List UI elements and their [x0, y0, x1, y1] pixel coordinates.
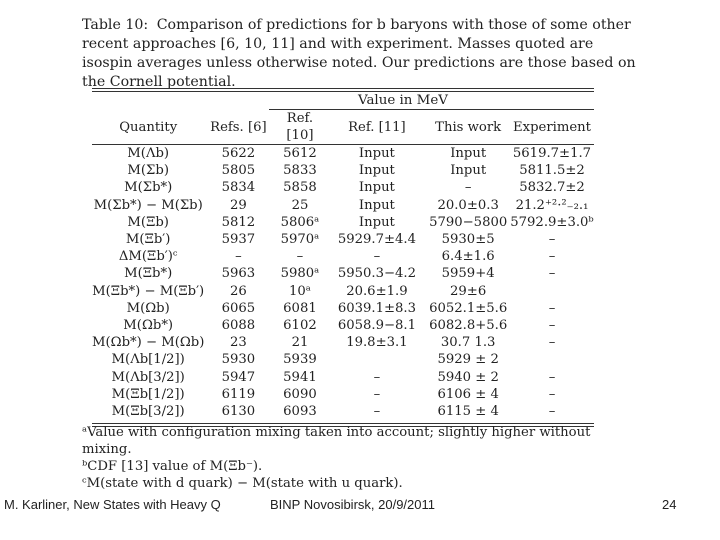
cell-refs6: 6119 — [221, 386, 256, 402]
footer-author: M. Karliner, New States with Heavy Q — [4, 497, 221, 512]
cell-this-work: – — [464, 180, 472, 196]
cell-quantity: M(Ωb) — [126, 300, 170, 316]
cell-this-work: 20.0±0.3 — [437, 197, 499, 213]
cell-refs6: 5930 — [221, 352, 256, 368]
cell-refs6: 6065 — [221, 300, 256, 316]
cell-quantity: M(Ωb*) − M(Ωb) — [92, 335, 205, 351]
cell-refs6: 6088 — [221, 318, 256, 334]
cell-quantity: M(Ξb[3/2]) — [111, 404, 185, 420]
cell-experiment: – — [548, 386, 556, 402]
table-row — [92, 403, 594, 420]
cell-ref11: Input — [358, 180, 395, 196]
cell-quantity: M(Λb) — [127, 146, 170, 161]
cell-experiment: – — [548, 300, 556, 316]
footnote-c: ᶜM(state with d quark) − M(state with u quark). — [82, 476, 403, 491]
cell-this-work: 6106 ± 4 — [437, 386, 499, 402]
table-row — [92, 334, 594, 351]
cell-this-work: 6052.1±5.6 — [429, 300, 508, 316]
table-row — [92, 162, 594, 179]
cell-experiment: – — [548, 335, 556, 351]
cell-ref10: 5833 — [283, 163, 317, 179]
cell-experiment: 5619.7±1.7 — [512, 146, 592, 161]
cell-this-work: 5930±5 — [441, 232, 495, 248]
cell-ref11: 19.8±3.1 — [346, 335, 408, 351]
header-row — [92, 110, 594, 144]
col-header-quantity: Quantity — [119, 119, 178, 135]
cell-ref10: 6090 — [283, 386, 317, 402]
cell-experiment: – — [548, 232, 556, 248]
cell-quantity: M(Σb) — [127, 163, 169, 179]
cell-ref10: 5941 — [283, 369, 317, 385]
cell-ref10: 6102 — [283, 318, 317, 334]
cell-experiment: 21.2⁺²·²₋₂.₁ — [515, 197, 589, 213]
cell-experiment: – — [548, 369, 556, 385]
cell-quantity: M(Ξb) — [127, 214, 169, 230]
cell-ref11: – — [373, 386, 381, 402]
col-header-this-work: This work — [435, 119, 502, 135]
table-row — [92, 248, 594, 265]
cell-ref10: – — [296, 249, 304, 265]
footnote-b: ᵇCDF [13] value of M(Ξb⁻). — [82, 459, 263, 474]
cell-quantity: M(Σb*) — [124, 180, 173, 196]
table-row — [92, 351, 594, 368]
cell-ref10: 5858 — [283, 180, 317, 196]
cell-experiment: – — [548, 318, 556, 334]
cell-ref11: Input — [358, 197, 395, 213]
cell-this-work: Input — [450, 146, 487, 161]
cell-ref11: Input — [358, 214, 395, 230]
col-header-experiment: Experiment — [513, 119, 591, 135]
cell-quantity: ΔM(Ξb′)ᶜ — [118, 249, 178, 265]
caption-text: Comparison of predictions for b baryons with those of some other recent approaches [6, 10, 11] and with experiment. Masses quoted are isospin averages unless otherwise noted. Our predictions are those based on the Cornell potential. — [82, 17, 636, 90]
cell-this-work: 6115 ± 4 — [437, 404, 499, 420]
caption-label: Table 10: — [82, 17, 149, 33]
cell-experiment: 5832.7±2 — [519, 180, 585, 196]
footnotes — [82, 424, 642, 492]
cell-quantity: M(Ξb*) − M(Ξb′) — [92, 283, 205, 299]
cell-refs6: 6130 — [221, 404, 256, 420]
table-row — [92, 300, 594, 317]
cell-experiment: 5792.9±3.0ᵇ — [510, 214, 594, 230]
table-row — [92, 386, 594, 403]
cell-refs6: 5834 — [221, 180, 256, 196]
cell-ref11: 6058.9−8.1 — [337, 318, 416, 334]
cell-ref10: 5806ᵃ — [280, 214, 320, 230]
footer-venue: BINP Novosibirsk, 20/9/2011 — [270, 497, 435, 512]
cell-this-work: 29±6 — [450, 283, 487, 299]
cell-ref11: 5929.7±4.4 — [337, 232, 416, 248]
cell-ref10: 6081 — [283, 300, 317, 316]
cell-ref10: 25 — [291, 197, 309, 213]
group-header-label: Value in MeV — [358, 93, 448, 108]
col-header-refs6: Refs. [6] — [210, 119, 267, 135]
cell-this-work: 5940 ± 2 — [437, 369, 499, 385]
cell-ref10: 5970ᵃ — [280, 232, 320, 248]
cell-refs6: – — [235, 249, 242, 265]
cell-ref10: 10ᵃ — [289, 283, 311, 299]
data-table — [92, 110, 594, 420]
cell-refs6: 5947 — [221, 369, 256, 385]
table-row — [92, 179, 594, 196]
top-rule — [92, 88, 594, 89]
cell-this-work: 5959+4 — [441, 266, 495, 282]
table-row — [92, 317, 594, 334]
table-row — [92, 283, 594, 300]
cell-ref11: – — [373, 249, 381, 265]
cell-this-work: 6.4±1.6 — [441, 249, 495, 265]
cell-experiment: 5811.5±2 — [519, 163, 585, 179]
cell-experiment: – — [548, 266, 556, 282]
cell-experiment: – — [548, 249, 556, 265]
cell-ref11: – — [373, 369, 381, 385]
group-header — [92, 92, 594, 109]
cell-quantity: M(Ξb*) — [124, 266, 173, 282]
cell-quantity: M(Σb*) − M(Σb) — [93, 197, 203, 213]
cell-ref10: 5612 — [283, 146, 317, 161]
cell-experiment — [510, 283, 594, 300]
cell-ref11: Input — [358, 163, 395, 179]
cell-refs6: 5937 — [221, 232, 256, 248]
table-row — [92, 214, 594, 231]
cell-ref10: 6093 — [283, 404, 317, 420]
cell-refs6: 29 — [230, 197, 247, 213]
cell-quantity: M(Λb[3/2]) — [111, 369, 185, 385]
col-header-ref11: Ref. [11] — [348, 119, 406, 135]
cell-refs6: 23 — [230, 335, 247, 351]
cell-experiment — [510, 351, 594, 368]
cell-experiment: – — [548, 404, 556, 420]
table-row — [92, 265, 594, 282]
cell-ref10: 5980ᵃ — [280, 266, 320, 282]
cell-ref11: 5950.3−4.2 — [337, 266, 416, 282]
cell-this-work: 30.7 1.3 — [440, 335, 496, 351]
cell-quantity: M(Ξb′) — [125, 232, 171, 248]
cell-ref10: 5939 — [283, 352, 317, 368]
table-row — [92, 231, 594, 248]
cell-refs6: 5812 — [221, 214, 256, 230]
table-row — [92, 145, 594, 163]
col-header-ref10: Ref. [10] — [286, 111, 314, 143]
cell-ref11: Input — [358, 146, 395, 161]
cell-quantity: M(Ξb[1/2]) — [111, 386, 185, 402]
cell-ref11: 6039.1±8.3 — [337, 300, 416, 316]
footnote-a: ᵃValue with configuration mixing taken into account; slightly higher without mixing. — [82, 425, 591, 457]
cell-ref11: 20.6±1.9 — [346, 283, 408, 299]
cell-refs6: 5805 — [221, 163, 256, 179]
cell-quantity: M(Λb[1/2]) — [111, 352, 185, 368]
cell-ref11 — [327, 351, 426, 368]
cell-ref10: 21 — [291, 335, 309, 351]
table-row — [92, 197, 594, 214]
cell-this-work: 5929 ± 2 — [437, 352, 499, 368]
cell-refs6: 5963 — [221, 266, 256, 282]
table-row — [92, 369, 594, 386]
page-number: 24 — [662, 497, 677, 512]
cell-refs6: 26 — [230, 283, 247, 299]
cell-this-work: 5790−5800 — [429, 214, 508, 230]
cell-this-work: Input — [450, 163, 487, 179]
table-body — [92, 145, 594, 421]
comparison-table — [92, 88, 594, 427]
cell-this-work: 6082.8+5.6 — [429, 318, 508, 334]
cell-quantity: M(Ωb*) — [123, 318, 174, 334]
table-caption — [82, 16, 642, 92]
cell-refs6: 5622 — [221, 146, 256, 161]
cell-ref11: – — [373, 404, 381, 420]
